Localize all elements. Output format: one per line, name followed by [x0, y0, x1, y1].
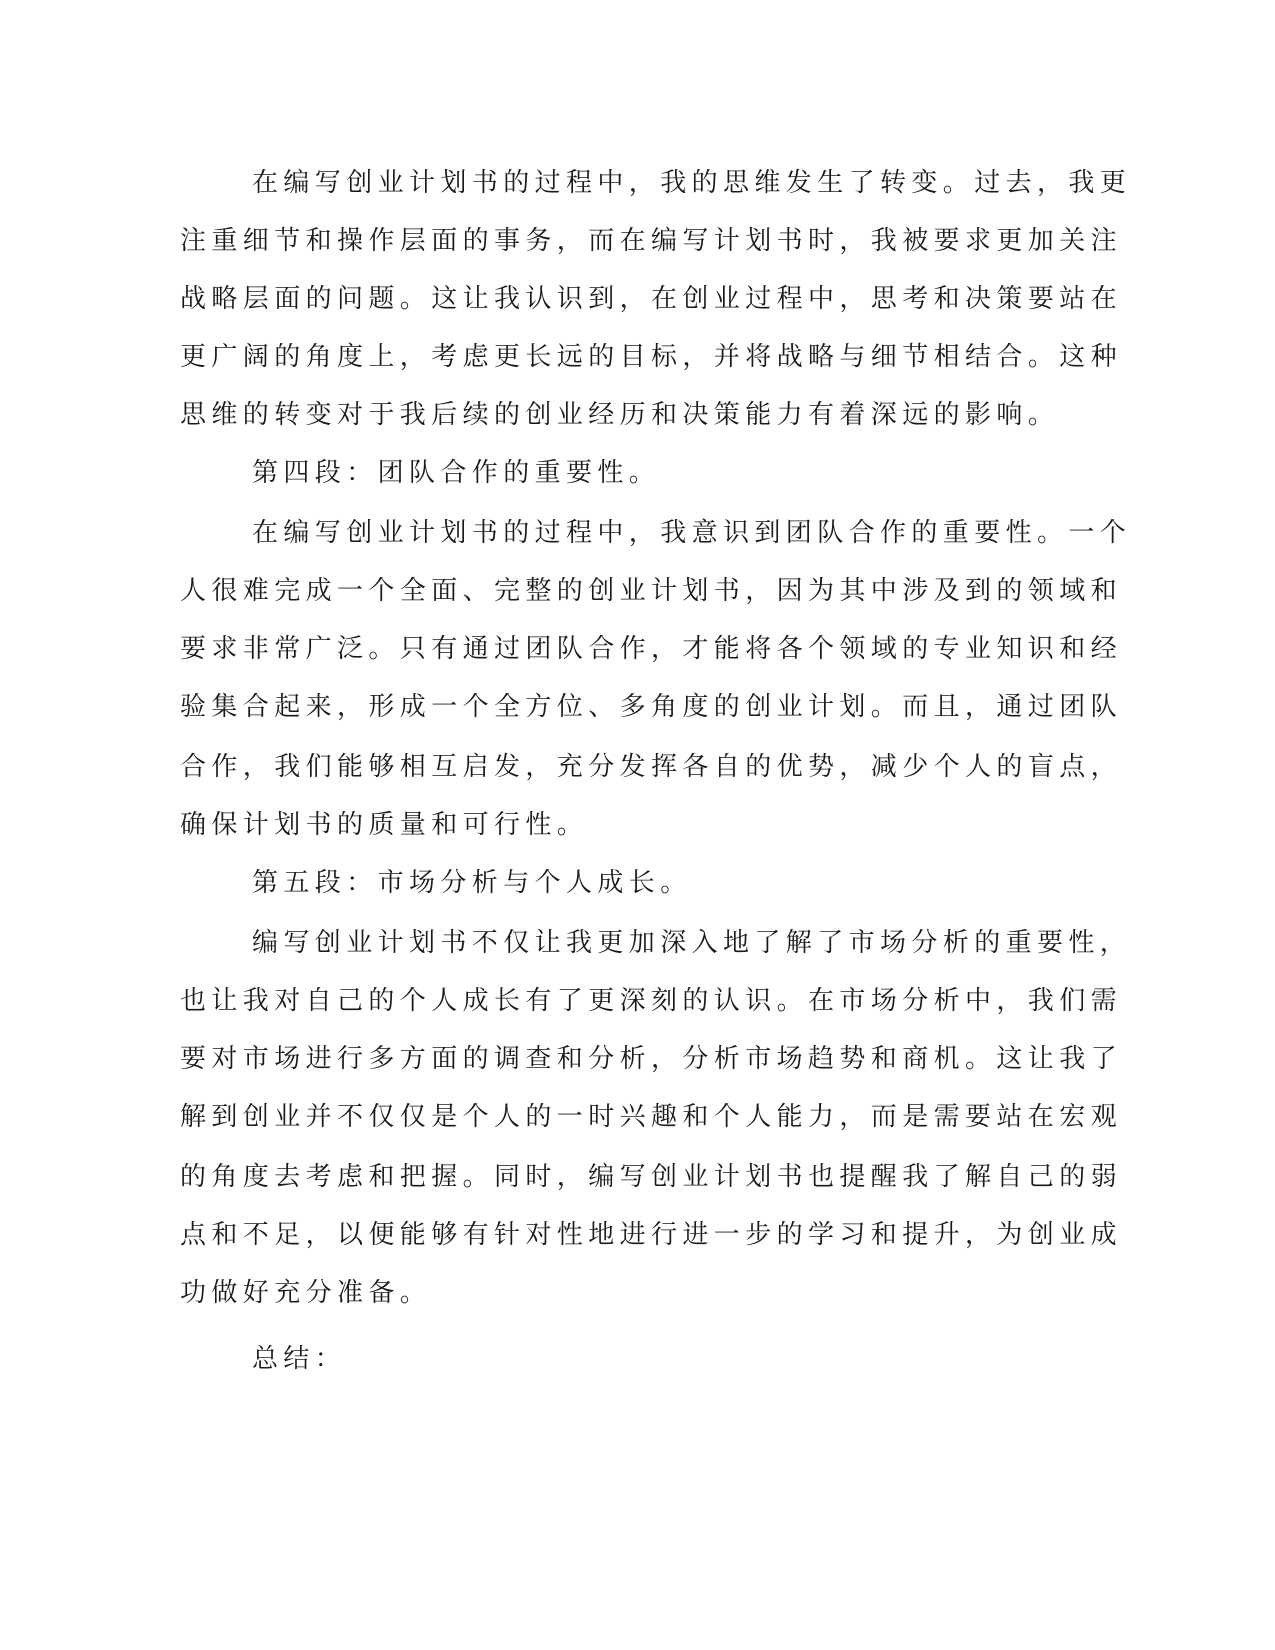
section-heading-summary: 总结：	[252, 1344, 347, 1374]
paragraph-thinking-shift-line: 战略层面的问题。这让我认识到，在创业过程中，思考和决策要站在	[180, 284, 1123, 314]
paragraph-thinking-shift-line: 思维的转变对于我后续的创业经历和决策能力有着深远的影响。	[180, 400, 1060, 430]
paragraph-thinking-shift-line: 在编写创业计划书的过程中，我的思维发生了转变。过去，我更	[252, 168, 1132, 198]
section-heading-teamwork: 第四段：团队合作的重要性。	[252, 458, 661, 488]
paragraph-market-analysis-line: 也让我对自己的个人成长有了更深刻的认识。在市场分析中，我们需	[180, 986, 1123, 1016]
paragraph-teamwork-line: 人很难完成一个全面、完整的创业计划书，因为其中涉及到的领域和	[180, 576, 1123, 606]
paragraph-market-analysis-line: 编写创业计划书不仅让我更加深入地了解了市场分析的重要性，	[252, 928, 1132, 958]
paragraph-teamwork-line: 要求非常广泛。只有通过团队合作，才能将各个领域的专业知识和经	[180, 634, 1123, 664]
paragraph-thinking-shift-line: 更广阔的角度上，考虑更长远的目标，并将战略与细节相结合。这种	[180, 342, 1123, 372]
paragraph-market-analysis-line: 解到创业并不仅仅是个人的一时兴趣和个人能力，而是需要站在宏观	[180, 1102, 1123, 1132]
paragraph-teamwork-line: 合作，我们能够相互启发，充分发挥各自的优势，减少个人的盲点，	[180, 752, 1123, 782]
paragraph-thinking-shift-line: 注重细节和操作层面的事务，而在编写计划书时，我被要求更加关注	[180, 226, 1123, 256]
paragraph-teamwork-line: 确保计划书的质量和可行性。	[180, 810, 589, 840]
paragraph-market-analysis-line: 功做好充分准备。	[180, 1278, 432, 1308]
paragraph-teamwork-line: 在编写创业计划书的过程中，我意识到团队合作的重要性。一个	[252, 518, 1132, 548]
paragraph-market-analysis-line: 点和不足，以便能够有针对性地进行进一步的学习和提升，为创业成	[180, 1220, 1123, 1250]
paragraph-market-analysis-line: 要对市场进行多方面的调查和分析，分析市场趋势和商机。这让我了	[180, 1044, 1123, 1074]
paragraph-teamwork-line: 验集合起来，形成一个全方位、多角度的创业计划。而且，通过团队	[180, 692, 1123, 722]
section-heading-market-analysis: 第五段：市场分析与个人成长。	[252, 868, 692, 898]
paragraph-market-analysis-line: 的角度去考虑和把握。同时，编写创业计划书也提醒我了解自己的弱	[180, 1162, 1123, 1192]
